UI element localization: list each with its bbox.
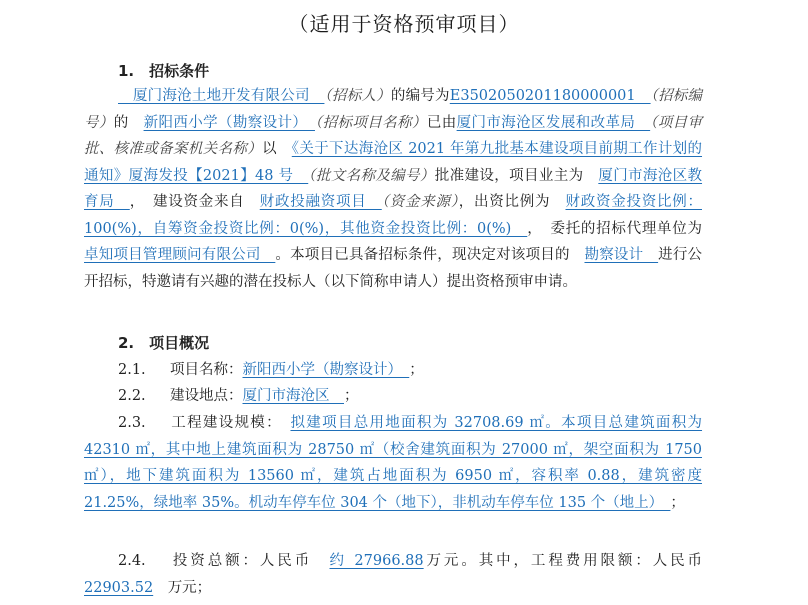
item-2-3-value: 拟建项目总用地面积为 32708.69 ㎡。本项目总建筑面积为 42310 ㎡，其中地上建筑面积为 28750 ㎡（校舍建筑面积为 27000 ㎡，架空面积为 1750 ㎡），地下建筑面积为 13560 ㎡，建筑占地面积为 6950 ㎡，容积率 0.88，建筑密度 21.25%，绿地率 35%。机动车停车位 304 个（地下），非机动车停车位 135 个（地上）	[84, 415, 703, 511]
item-2-3: 2.3. 工程建设规模： 拟建项目总用地面积为 32708.69 ㎡。本项目总建筑面积为 42310 ㎡，其中地上建筑面积为 28750 ㎡（校舍建筑面积为 27000 ㎡，架空面积为 1750 ㎡），地下建筑面积为 13560 ㎡，建筑占地面积为 6950 ㎡，容积率 0.88，建筑密度 21.25%，绿地率 35%。机动车停车位 304 个（地下），非机动车停车位 135 个（地上） ；	[84, 415, 703, 511]
section1-heading: 1. 招标条件	[118, 62, 210, 80]
approval-note: （批文名称及编号）	[308, 167, 435, 184]
approver-note: （项目审批、核准或备案机关名称）	[84, 114, 703, 157]
item-2-2-value: 厦门市海沧区	[242, 388, 344, 404]
doc-title: （适用于资格预审项目）	[288, 12, 520, 36]
ratio-field: 财政资金投资比例：100(%)，自筹资金投资比例：0(%)，其他资金投资比例：0(%)	[84, 194, 702, 237]
code-field: E3502050201180000001	[449, 88, 651, 104]
item-2-4-value2: 22903.52	[84, 579, 154, 596]
item-2-1-value: 新阳西小学（勘察设计）	[242, 362, 410, 378]
tenderer-field: 厦门海沧土地开发有限公司	[118, 88, 325, 104]
project-name-field: 新阳西小学（勘察设计）	[143, 114, 315, 131]
agent-field: 卓知项目管理顾问有限公司	[84, 247, 276, 263]
fund-source-field: 财政投融资项目	[259, 194, 382, 210]
approver-field: 厦门市海沧区发展和改革局	[456, 114, 651, 131]
approval-doc-field: 《关于下达海沧区 2021 年第九批基本建设项目前期工作计划的通知》厦海发投【2021】48 号	[84, 141, 703, 184]
section1-paragraph: 厦门海沧土地开发有限公司 （招标人）的编号为E3502050201180000001 （招标编号）的 新阳西小学（勘察设计） （招标项目名称）已由厦门市海沧区发展和改革局 （项目审批、核准或备案机关名称）以 《关于下达海沧区 2021 年第九批基本建设项目前期工作计划的通知》厦海发投【2021】48 号 （批文名称及编号）批准建设，项目业主为 厦门市海沧区教育局 ， 建设资金来自 财政投融资项目 （资金来源），出资比例为 财政资金投资比例：100(%)，自筹资金投资比例：0(%)，其他资金投资比例：0(%) ， 委托的招标代理单位为 卓知项目管理顾问有限公司 。本项目已具备招标条件，现决定对该项目的 勘察设计 进行公开招标，特邀请有兴趣的潜在投标人（以下简称申请人）提出资格预审申请。	[84, 88, 703, 290]
section2-heading: 2. 项目概况	[118, 334, 210, 352]
project-note: （招标项目名称）	[314, 114, 427, 131]
code-note: （招标编号）	[84, 88, 703, 131]
item-2-1: 2.1. 项目名称：新阳西小学（勘察设计） ；	[118, 362, 424, 378]
item-2-4-value: 约 27966.88	[329, 553, 424, 569]
scope-field: 勘察设计	[584, 247, 659, 263]
fund-note: （资金来源）	[381, 194, 459, 210]
tenderer-note: （招标人）	[324, 88, 391, 104]
item-2-2: 2.2. 建设地点：厦门市海沧区 ；	[118, 388, 359, 404]
item-2-4: 2.4. 投资总额：人民币 约 27966.88万元。其中，工程费用限额：人民币 22903.52 万元；	[84, 553, 703, 596]
owner-field: 厦门市海沧区教育局	[84, 167, 703, 210]
